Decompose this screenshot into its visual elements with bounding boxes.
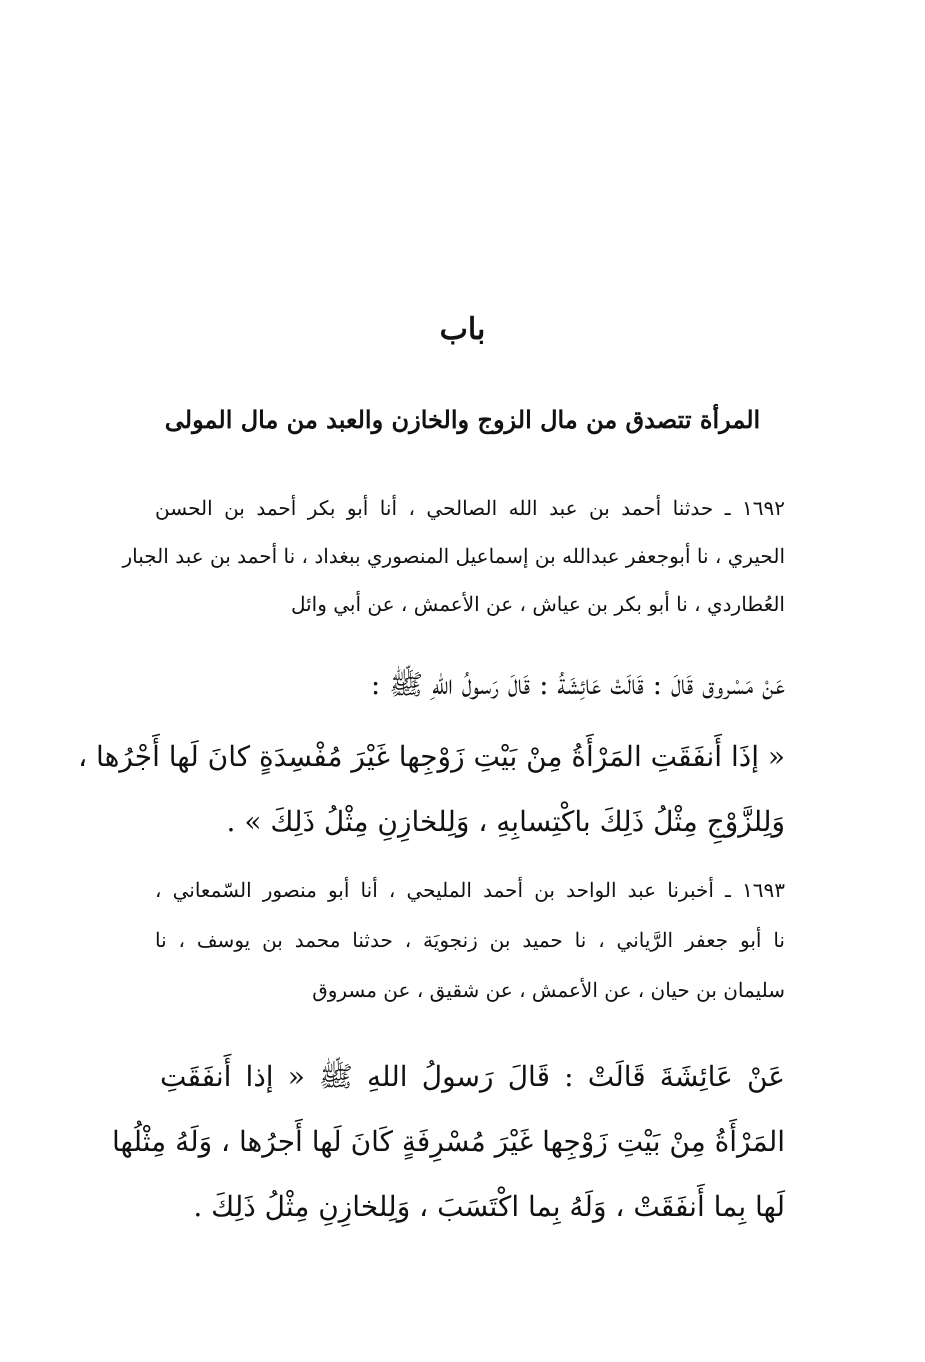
matn-line: لَها بِما أَنفَقَتْ ، وَلَهُ بِما اكْتَسَبَ ، وَلِلخازِنِ مِثْلُ ذَلِكَ . xyxy=(193,1190,785,1223)
matn-line: عَنْ عَائِشَةَ قَالَتْ : قَالَ رَسولُ اللهِ ﷺ « إذا أَنفَقَتِ xyxy=(160,1060,785,1093)
isnad-line: الحيري ، نا أبوجعفر عبدالله بن إسماعيل المنصوري ببغداد ، نا أحمد بن عبد الجبار xyxy=(122,544,785,568)
chapter-title: المرأة تتصدق من مال الزوج والخازن والعبد من مال المولى xyxy=(164,405,761,434)
chapter-heading: باب xyxy=(439,312,486,347)
matn-line: « إذَا أَنفَقَتِ المَرْأَةُ مِنْ بَيْتِ زَوْجِها غَيْرَ مُفْسِدَةٍ كانَ لَها أَجْرُها ، xyxy=(78,740,785,773)
isnad-line: ١٦٩٢ ـ حدثنا أحمد بن عبد الله الصالحي ، أنا أبو بكر أحمد بن الحسن xyxy=(155,496,785,520)
isnad-line: نا أبو جعفر الرَّياني ، نا حميد بن زنجويَة ، حدثنا محمد بن يوسف ، نا xyxy=(155,928,785,952)
matn-line: المَرْأَةُ مِنْ بَيْتِ زَوْجِها غَيْرَ مُسْرِفَةٍ كَانَ لَها أَجرُها ، وَلَهُ مِثْلُها xyxy=(112,1125,785,1158)
isnad-line: سليمان بن حيان ، عن الأعمش ، عن شقيق ، عن مسروق xyxy=(312,978,785,1002)
matn-line: عَنْ مَسْروق قَالَ : قَالَتْ عَائِشَةُ : قَالَ رَسولُ اللهِ ﷺ : xyxy=(370,668,785,701)
matn-line: وَلِلزَّوْجِ مِثْلُ ذَلِكَ باكْتِسابِهِ ، وَلِلخازِنِ مِثْلُ ذَلِكَ » . xyxy=(226,805,785,838)
isnad-line: ١٦٩٣ ـ أخبرنا عبد الواحد بن أحمد المليحي ، أنا أبو منصور السّمعاني ، xyxy=(155,878,785,902)
isnad-line: العُطاردي ، نا أبو بكر بن عياش ، عن الأعمش ، عن أبي وائل xyxy=(290,592,785,616)
